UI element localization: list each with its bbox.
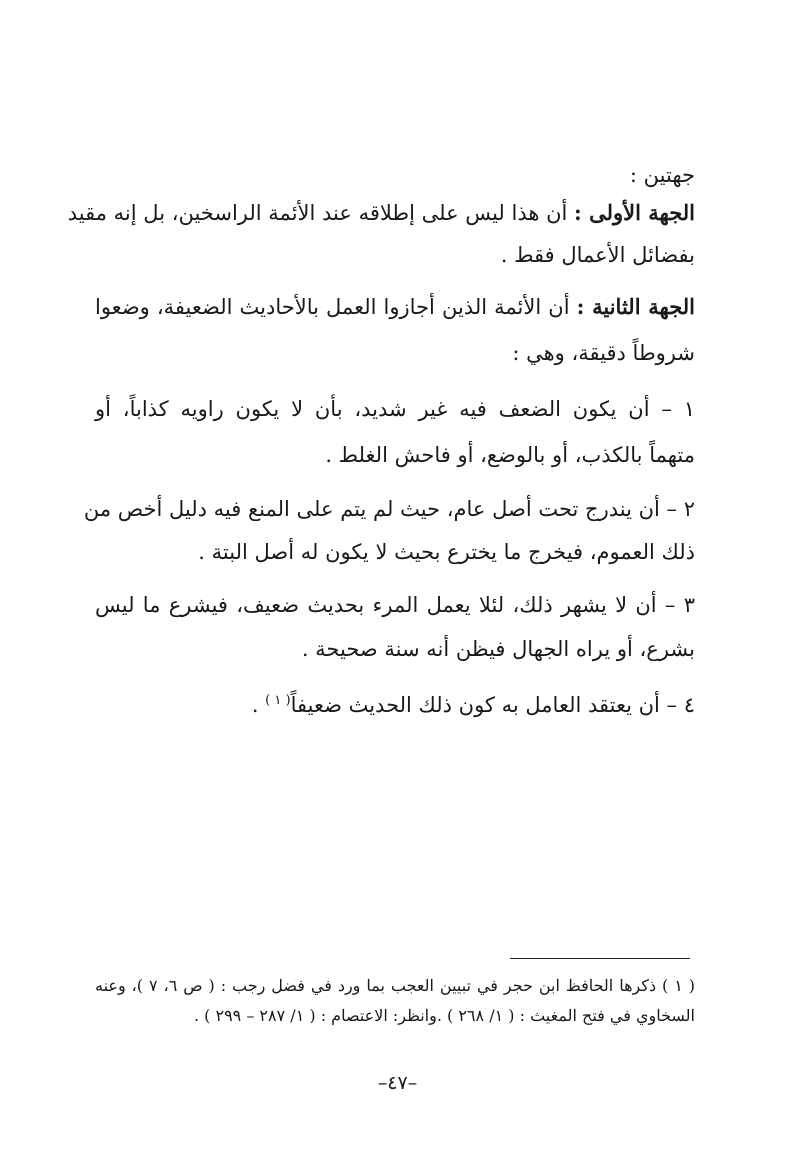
condition-2-line1: ٢ – أن يندرج تحت أصل عام، حيث لم يتم على المنع فيه دليل أخص من (83, 497, 695, 521)
condition-1-line1: ١ – أن يكون الضعف فيه غير شديد، بأن لا يكون راويه كذاباً، أو (95, 397, 695, 421)
paragraph-second-aspect-line2: شروطاً دقيقة، وهي : (512, 341, 695, 365)
paragraph-first-aspect-line2: بفضائل الأعمال فقط . (500, 243, 695, 267)
first-aspect-text: أن هذا ليس على إطلاقه عند الأئمة الراسخين، بل إنه مقيد (67, 201, 575, 225)
condition-1-line2: متهماً بالكذب، أو بالوضع، أو فاحش الغلط . (325, 443, 695, 467)
footnote-marker: ( ١ ) (265, 693, 291, 708)
first-aspect-label: الجهة الأولى : (574, 200, 695, 225)
condition-4-line (95, 686, 695, 720)
condition-2-line2: ذلك العموم، فيخرج ما يخترع بحيث لا يكون له أصل البتة . (198, 540, 695, 564)
footnote-separator (510, 958, 690, 959)
footnote-line2: السخاوي في فتح المغيث : ( ١/ ٢٦٨ ) .وانظر: الاعتصام : ( ١/ ٢٨٧ – ٢٩٩ ) . (193, 1006, 695, 1025)
intro-line: جهتين : (629, 163, 695, 187)
condition-4-text: ٤ – أن يعتقد العامل به كون ذلك الحديث ضعيفاً (290, 693, 695, 717)
paragraph-second-aspect-line1 (95, 292, 695, 322)
paragraph-first-aspect-line1 (67, 198, 695, 228)
condition-3-line1: ٣ – أن لا يشهر ذلك، لئلا يعمل المرء بحديث ضعيف، فيشرع ما ليس (95, 593, 695, 617)
second-aspect-text: أن الأئمة الذين أجازوا العمل بالأحاديث الضعيفة، وضعوا (95, 295, 577, 319)
second-aspect-label: الجهة الثانية : (576, 294, 695, 319)
footnote-line1: ( ١ ) ذكرها الحافظ ابن حجر في تبيين العجب بما ورد في فضل رجب : ( ص ٦، ٧ )، وعنه (95, 976, 695, 995)
condition-4-end: . (251, 693, 266, 717)
condition-3-line2: بشرع، أو يراه الجهال فيظن أنه سنة صحيحة . (301, 637, 695, 661)
page-number: –٤٧– (377, 1072, 418, 1094)
